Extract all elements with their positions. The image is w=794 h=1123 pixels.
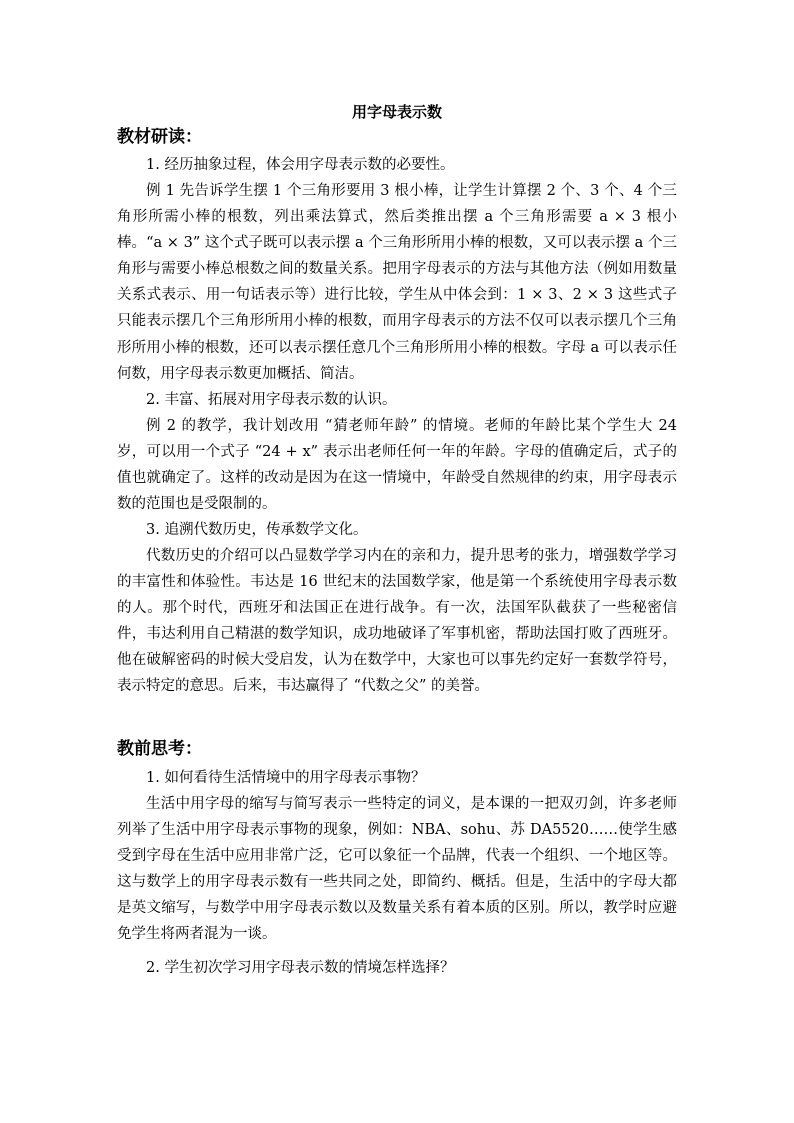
paragraph-item-1: 1. 经历抽象过程，体会用字母表示数的必要性。 <box>146 157 455 173</box>
paragraph-example-1: 例 1 先告诉学生摆 1 个三角形要用 3 根小棒，让学生计算摆 2 个、3 个、4 个三角形所需小棒的根数，列出乘法算式，然后类推出摆 a 个三角形需要 a × 3 根小棒。“a × 3” 这个式子既可以表示摆 a 个三角形所用小棒的根数，又可以表示摆 a 个三角形与需要小棒总根数之间的数量关系。把用字母表示的方法与其他方法（例如用数量关系式表示、用一句话表示等）进行比较，学生从中体会到：1 × 3、2 × 3 这些式子只能表示摆几个三角形所用小棒的根数，而用字母表示的方法不仅可以表示摆几个三角形所用小棒的根数，还可以表示摆任意几个三角形所用小棒的根数。字母 a 可以表示任何数，用字母表示数更加概括、简洁。 <box>117 183 677 382</box>
document-title: 用字母表示数 <box>351 103 442 121</box>
paragraph-question-2: 2. 学生初次学习用字母表示数的情境怎样选择？ <box>146 960 455 976</box>
paragraph-letters-in-life: 生活中用字母的缩写与简写表示一些特定的词义，是本课的一把双刃剑，许多老师列举了生活中用字母表示事物的现象，例如：NBA、sohu、苏 DA5520……使学生感受到字母在生活中应用非常广泛，它可以象征一个品牌，代表一个组织、一个地区等。这与数学上的用字母表示数有一些共同之处，即简约、概括。但是，生活中的字母大都是英文缩写，与数学中用字母表示数以及数量关系有着本质的区别。所以，教学时应避免学生将两者混为一谈。 <box>117 796 677 943</box>
paragraph-item-3: 3. 追溯代数历史，传承数学文化。 <box>146 522 368 538</box>
section-heading-textbook-study: 教材研读： <box>117 127 202 147</box>
paragraph-algebra-history: 代数历史的介绍可以凸显数学学习内在的亲和力，提升思考的张力，增强数学学习的丰富性和体验性。韦达是 16 世纪末的法国数学家，他是第一个系统使用字母表示数的人。那个时代，西班牙和法国正在进行战争。有一次，法国军队截获了一些秘密信件，韦达利用自己精湛的数学知识，成功地破译了军事机密，帮助法国打败了西班牙。他在破解密码的时候大受启发，认为在数学中，大家也可以事先约定好一套数学符号，表示特定的意思。后来，韦达赢得了 “代数之父” 的美誉。 <box>117 548 677 695</box>
paragraph-example-2: 例 2 的教学，我计划改用 “猜老师年龄” 的情境。老师的年龄比某个学生大 24 岁，可以用一个式子 “24 + x” 表示出老师任何一年的年龄。字母的值确定后，式子的值也就确定了。这样的改动是因为在这一情境中，年龄受自然规律的约束，用字母表示数的范围也是受限制的。 <box>117 418 677 513</box>
paragraph-item-2: 2. 丰富、拓展对用字母表示数的认识。 <box>146 392 397 408</box>
section-heading-pre-teaching-thoughts: 教前思考： <box>117 739 202 759</box>
paragraph-question-1: 1. 如何看待生活情境中的用字母表示事物？ <box>146 770 426 786</box>
